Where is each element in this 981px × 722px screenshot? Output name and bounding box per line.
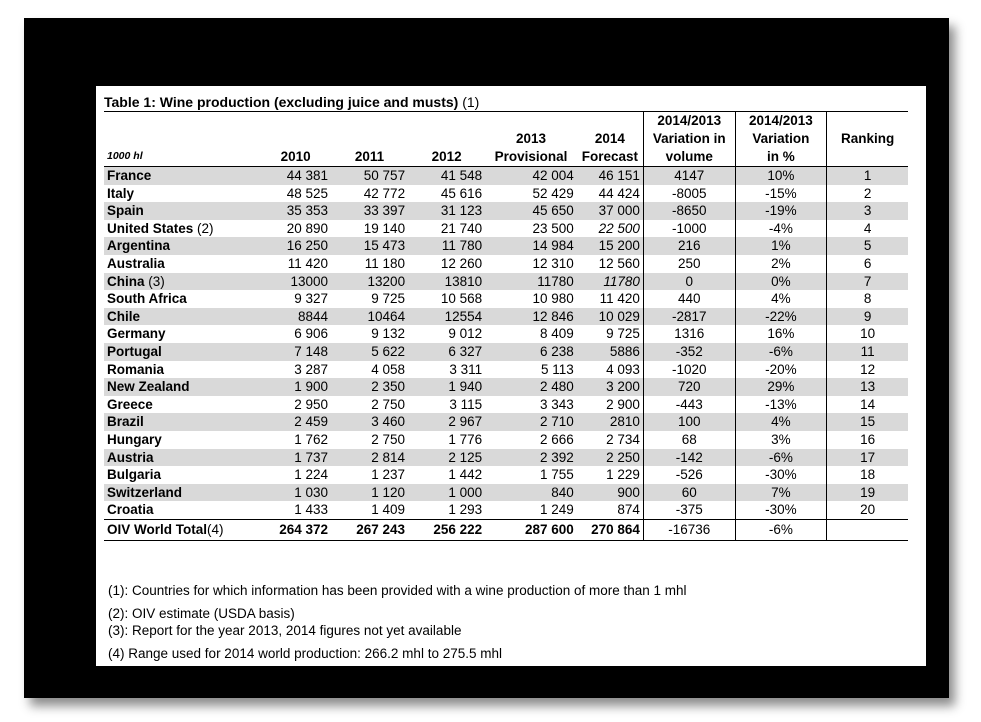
- table-row: [104, 202, 908, 220]
- value-2012: 2 125: [408, 449, 485, 467]
- country-label: Austria: [107, 449, 154, 465]
- value-2010: 11 420: [260, 255, 331, 273]
- table-row: [104, 220, 908, 238]
- value-2010: 48 525: [260, 185, 331, 203]
- value-2014: 874: [577, 501, 644, 519]
- value-2012: 45 616: [408, 185, 485, 203]
- country-label: China: [107, 273, 145, 289]
- variation-percent: 0%: [735, 273, 827, 291]
- table-row: [104, 325, 908, 343]
- table-row: [104, 413, 908, 431]
- value-2010: 35 353: [260, 202, 331, 220]
- value-2012: 31 123: [408, 202, 485, 220]
- value-2014: 15 200: [577, 237, 644, 255]
- value-2011: 3 460: [331, 413, 408, 431]
- country-label: Bulgaria: [107, 467, 162, 483]
- country-name: [104, 167, 260, 185]
- variation-percent: 1%: [735, 237, 827, 255]
- table-row: [104, 185, 908, 203]
- table-row: [104, 273, 908, 291]
- value-2011: 2 814: [331, 449, 408, 467]
- variation-percent: -6%: [735, 449, 827, 467]
- table-row: [104, 378, 908, 396]
- black-frame: [24, 18, 949, 698]
- ranking: 20: [827, 501, 908, 519]
- value-2013: 8 409: [485, 325, 577, 343]
- value-2012: 41 548: [408, 167, 485, 185]
- value-2013: 3 343: [485, 396, 577, 414]
- value-2011: 15 473: [331, 237, 408, 255]
- variation-volume: -526: [643, 466, 735, 484]
- value-2014: 44 424: [577, 185, 644, 203]
- value-2011: 2 750: [331, 396, 408, 414]
- value-2012: 6 327: [408, 343, 485, 361]
- value-2012: 12554: [408, 308, 485, 326]
- variation-percent: -30%: [735, 466, 827, 484]
- country-name: [104, 290, 260, 308]
- unit-label: 1000 hl: [104, 148, 260, 167]
- value-2014: 4 093: [577, 361, 644, 379]
- value-2014: 3 200: [577, 378, 644, 396]
- table-row: [104, 308, 908, 326]
- value-2013: 2 480: [485, 378, 577, 396]
- variation-percent: 29%: [735, 378, 827, 396]
- ranking: 17: [827, 449, 908, 467]
- value-2014: 2 900: [577, 396, 644, 414]
- country-name: [104, 185, 260, 203]
- table-row: [104, 484, 908, 502]
- value-2010: 3 287: [260, 361, 331, 379]
- country-name: [104, 484, 260, 502]
- value-2010: 6 906: [260, 325, 331, 343]
- ranking: 6: [827, 255, 908, 273]
- country-name: [104, 273, 260, 291]
- value-2013: 52 429: [485, 185, 577, 203]
- table-row: [104, 237, 908, 255]
- value-2012: 21 740: [408, 220, 485, 238]
- value-2013: 45 650: [485, 202, 577, 220]
- value-2010: 1 900: [260, 378, 331, 396]
- table-sheet: [96, 86, 926, 666]
- value-2010: 2 459: [260, 413, 331, 431]
- value-2011: 19 140: [331, 220, 408, 238]
- value-2013: 840: [485, 484, 577, 502]
- ranking: 19: [827, 484, 908, 502]
- value-2010: 1 762: [260, 431, 331, 449]
- value-2014: 1 229: [577, 466, 644, 484]
- table-row: [104, 466, 908, 484]
- ranking: 2: [827, 185, 908, 203]
- header-var-vol-line3: volume: [643, 148, 735, 167]
- value-2013: 10 980: [485, 290, 577, 308]
- total-2014: 270 864: [577, 519, 644, 540]
- country-label: Spain: [107, 203, 144, 219]
- header-2014-line2: Forecast: [577, 148, 644, 167]
- value-2011: 33 397: [331, 202, 408, 220]
- variation-volume: -8650: [643, 202, 735, 220]
- value-2012: 3 311: [408, 361, 485, 379]
- variation-volume: -352: [643, 343, 735, 361]
- value-2012: 1 000: [408, 484, 485, 502]
- value-2014: 10 029: [577, 308, 644, 326]
- header-2014-line1: 2014: [594, 131, 625, 147]
- total-var-pct: -6%: [735, 519, 827, 540]
- variation-volume: 100: [643, 413, 735, 431]
- value-2012: 10 568: [408, 290, 485, 308]
- value-2014: 22 500: [577, 220, 644, 238]
- variation-percent: -30%: [735, 501, 827, 519]
- value-2013: 23 500: [485, 220, 577, 238]
- country-name: [104, 449, 260, 467]
- ranking: 3: [827, 202, 908, 220]
- ranking: 16: [827, 431, 908, 449]
- value-2010: 1 030: [260, 484, 331, 502]
- value-2013: 6 238: [485, 343, 577, 361]
- table-row: [104, 449, 908, 467]
- variation-percent: 3%: [735, 431, 827, 449]
- value-2014: 5886: [577, 343, 644, 361]
- value-2013: 12 310: [485, 255, 577, 273]
- ranking: 1: [827, 167, 908, 185]
- country-name: [104, 361, 260, 379]
- ranking: 9: [827, 308, 908, 326]
- value-2011: 10464: [331, 308, 408, 326]
- value-2014: 11780: [577, 273, 644, 291]
- table-row: [104, 343, 908, 361]
- country-label: France: [107, 168, 152, 183]
- country-name: [104, 202, 260, 220]
- table-row: [104, 361, 908, 379]
- value-2011: 42 772: [331, 185, 408, 203]
- variation-percent: 10%: [735, 167, 827, 185]
- ranking: 12: [827, 361, 908, 379]
- header-var-vol-line1: 2014/2013: [643, 112, 735, 131]
- header-2011: 2011: [331, 148, 408, 167]
- value-2010: 16 250: [260, 237, 331, 255]
- country-label: Croatia: [107, 502, 154, 518]
- value-2013: 1 249: [485, 501, 577, 519]
- value-2010: 8844: [260, 308, 331, 326]
- total-2011: 267 243: [331, 519, 408, 540]
- variation-volume: -142: [643, 449, 735, 467]
- value-2011: 5 622: [331, 343, 408, 361]
- value-2013: 42 004: [485, 167, 577, 185]
- variation-percent: 2%: [735, 255, 827, 273]
- value-2012: 9 012: [408, 325, 485, 343]
- table-title: [104, 94, 479, 110]
- value-2011: 2 350: [331, 378, 408, 396]
- table-title-note: (1): [462, 94, 480, 110]
- total-var-vol: -16736: [643, 519, 735, 540]
- ranking: 4: [827, 220, 908, 238]
- variation-volume: 4147: [643, 167, 735, 185]
- country-label: United States: [107, 220, 194, 236]
- footnote-2: (2): OIV estimate (USDA basis): [108, 606, 295, 621]
- country-label: Australia: [107, 255, 165, 271]
- table-row: [104, 501, 908, 519]
- variation-volume: 1316: [643, 325, 735, 343]
- variation-volume: 216: [643, 237, 735, 255]
- table-row: [104, 396, 908, 414]
- variation-percent: -20%: [735, 361, 827, 379]
- value-2013: 12 846: [485, 308, 577, 326]
- value-2011: 9 132: [331, 325, 408, 343]
- variation-volume: -1000: [643, 220, 735, 238]
- ranking: 5: [827, 237, 908, 255]
- ranking: 8: [827, 290, 908, 308]
- value-2012: 2 967: [408, 413, 485, 431]
- footnote-4: (4) Range used for 2014 world production: 266.2 mhl to 275.5 mhl: [108, 646, 502, 661]
- variation-volume: 720: [643, 378, 735, 396]
- variation-volume: -375: [643, 501, 735, 519]
- value-2010: 44 381: [260, 167, 331, 185]
- value-2014: 900: [577, 484, 644, 502]
- value-2011: 1 237: [331, 466, 408, 484]
- country-name: [104, 325, 260, 343]
- country-note: (3): [148, 273, 165, 289]
- ranking: 14: [827, 396, 908, 414]
- header-ranking: Ranking: [840, 131, 895, 147]
- variation-volume: -443: [643, 396, 735, 414]
- value-2010: 2 950: [260, 396, 331, 414]
- value-2014: 2 734: [577, 431, 644, 449]
- value-2013: 14 984: [485, 237, 577, 255]
- header-2012: 2012: [408, 148, 485, 167]
- table-row: [104, 255, 908, 273]
- value-2013: 2 710: [485, 413, 577, 431]
- variation-percent: -13%: [735, 396, 827, 414]
- value-2011: 50 757: [331, 167, 408, 185]
- total-row: [104, 519, 908, 540]
- value-2013: 11780: [485, 273, 577, 291]
- value-2013: 2 666: [485, 431, 577, 449]
- value-2013: 2 392: [485, 449, 577, 467]
- variation-volume: -1020: [643, 361, 735, 379]
- variation-percent: -22%: [735, 308, 827, 326]
- country-label: Brazil: [107, 414, 144, 430]
- variation-volume: -8005: [643, 185, 735, 203]
- variation-volume: 250: [643, 255, 735, 273]
- value-2010: 9 327: [260, 290, 331, 308]
- value-2011: 4 058: [331, 361, 408, 379]
- ranking: 11: [827, 343, 908, 361]
- variation-percent: 4%: [735, 413, 827, 431]
- header-var-pct-line3: in %: [735, 148, 827, 167]
- country-name: [104, 378, 260, 396]
- total-2010: 264 372: [260, 519, 331, 540]
- country-name: [104, 343, 260, 361]
- country-label: New Zealand: [107, 379, 190, 395]
- country-label: Portugal: [107, 343, 162, 359]
- value-2014: 9 725: [577, 325, 644, 343]
- value-2014: 46 151: [577, 167, 644, 185]
- value-2012: 1 442: [408, 466, 485, 484]
- variation-volume: 0: [643, 273, 735, 291]
- country-label: South Africa: [107, 291, 187, 307]
- variation-volume: 60: [643, 484, 735, 502]
- ranking: 7: [827, 273, 908, 291]
- country-label: Argentina: [107, 238, 171, 254]
- value-2010: 20 890: [260, 220, 331, 238]
- value-2014: 2810: [577, 413, 644, 431]
- country-label: Switzerland: [107, 484, 183, 500]
- value-2011: 9 725: [331, 290, 408, 308]
- variation-percent: 7%: [735, 484, 827, 502]
- value-2014: 12 560: [577, 255, 644, 273]
- country-name: [104, 466, 260, 484]
- variation-percent: 16%: [735, 325, 827, 343]
- value-2012: 1 293: [408, 501, 485, 519]
- country-label: Romania: [107, 361, 165, 377]
- footnote-3: (3): Report for the year 2013, 2014 figures not yet available: [108, 623, 462, 638]
- header-2013-line2: Provisional: [485, 148, 577, 167]
- country-name: [104, 396, 260, 414]
- table-body: [104, 167, 908, 520]
- value-2012: 11 780: [408, 237, 485, 255]
- country-name: [104, 413, 260, 431]
- value-2013: 1 755: [485, 466, 577, 484]
- header-var-pct-line1: 2014/2013: [735, 112, 827, 131]
- value-2014: 11 420: [577, 290, 644, 308]
- value-2011: 2 750: [331, 431, 408, 449]
- table-row: [104, 290, 908, 308]
- country-name: [104, 220, 260, 238]
- country-name: [104, 501, 260, 519]
- total-rank: [827, 519, 908, 540]
- country-name: [104, 431, 260, 449]
- value-2014: 37 000: [577, 202, 644, 220]
- variation-percent: -15%: [735, 185, 827, 203]
- table-row: [104, 431, 908, 449]
- value-2012: 12 260: [408, 255, 485, 273]
- country-name: [104, 237, 260, 255]
- value-2014: 2 250: [577, 449, 644, 467]
- country-label: Greece: [107, 396, 153, 412]
- ranking: 15: [827, 413, 908, 431]
- variation-percent: 4%: [735, 290, 827, 308]
- value-2011: 1 120: [331, 484, 408, 502]
- variation-volume: 68: [643, 431, 735, 449]
- wine-production-table: [104, 111, 908, 541]
- country-name: [104, 255, 260, 273]
- header-var-pct-line2: Variation: [735, 130, 827, 148]
- table-title-text: Table 1: Wine production (excluding juice and musts): [104, 94, 459, 110]
- footnotes: [108, 582, 687, 662]
- variation-percent: -19%: [735, 202, 827, 220]
- country-label: Chile: [107, 308, 141, 324]
- ranking: 13: [827, 378, 908, 396]
- variation-volume: -2817: [643, 308, 735, 326]
- value-2012: 3 115: [408, 396, 485, 414]
- value-2010: 7 148: [260, 343, 331, 361]
- ranking: 10: [827, 325, 908, 343]
- total-2013: 287 600: [485, 519, 577, 540]
- footnote-1: (1): Countries for which information has been provided with a wine production of more than 1 mhl: [108, 583, 687, 598]
- total-label: OIV World Total(4): [104, 519, 260, 540]
- value-2012: 13810: [408, 273, 485, 291]
- total-2012: 256 222: [408, 519, 485, 540]
- country-note: (2): [197, 220, 214, 236]
- value-2010: 1 737: [260, 449, 331, 467]
- header-var-vol-line2: Variation in: [643, 130, 735, 148]
- value-2013: 5 113: [485, 361, 577, 379]
- variation-volume: 440: [643, 290, 735, 308]
- variation-percent: -6%: [735, 343, 827, 361]
- variation-percent: -4%: [735, 220, 827, 238]
- country-name: [104, 308, 260, 326]
- ranking: 18: [827, 466, 908, 484]
- value-2010: 1 224: [260, 466, 331, 484]
- header-2013-line1: 2013: [515, 131, 546, 147]
- value-2010: 1 433: [260, 501, 331, 519]
- country-label: Italy: [107, 185, 135, 201]
- value-2011: 1 409: [331, 501, 408, 519]
- header-2010: 2010: [260, 148, 331, 167]
- value-2012: 1 776: [408, 431, 485, 449]
- country-label: Germany: [107, 326, 166, 342]
- country-label: Hungary: [107, 431, 162, 447]
- value-2011: 13200: [331, 273, 408, 291]
- value-2010: 13000: [260, 273, 331, 291]
- value-2012: 1 940: [408, 378, 485, 396]
- value-2011: 11 180: [331, 255, 408, 273]
- table-row: [104, 167, 908, 185]
